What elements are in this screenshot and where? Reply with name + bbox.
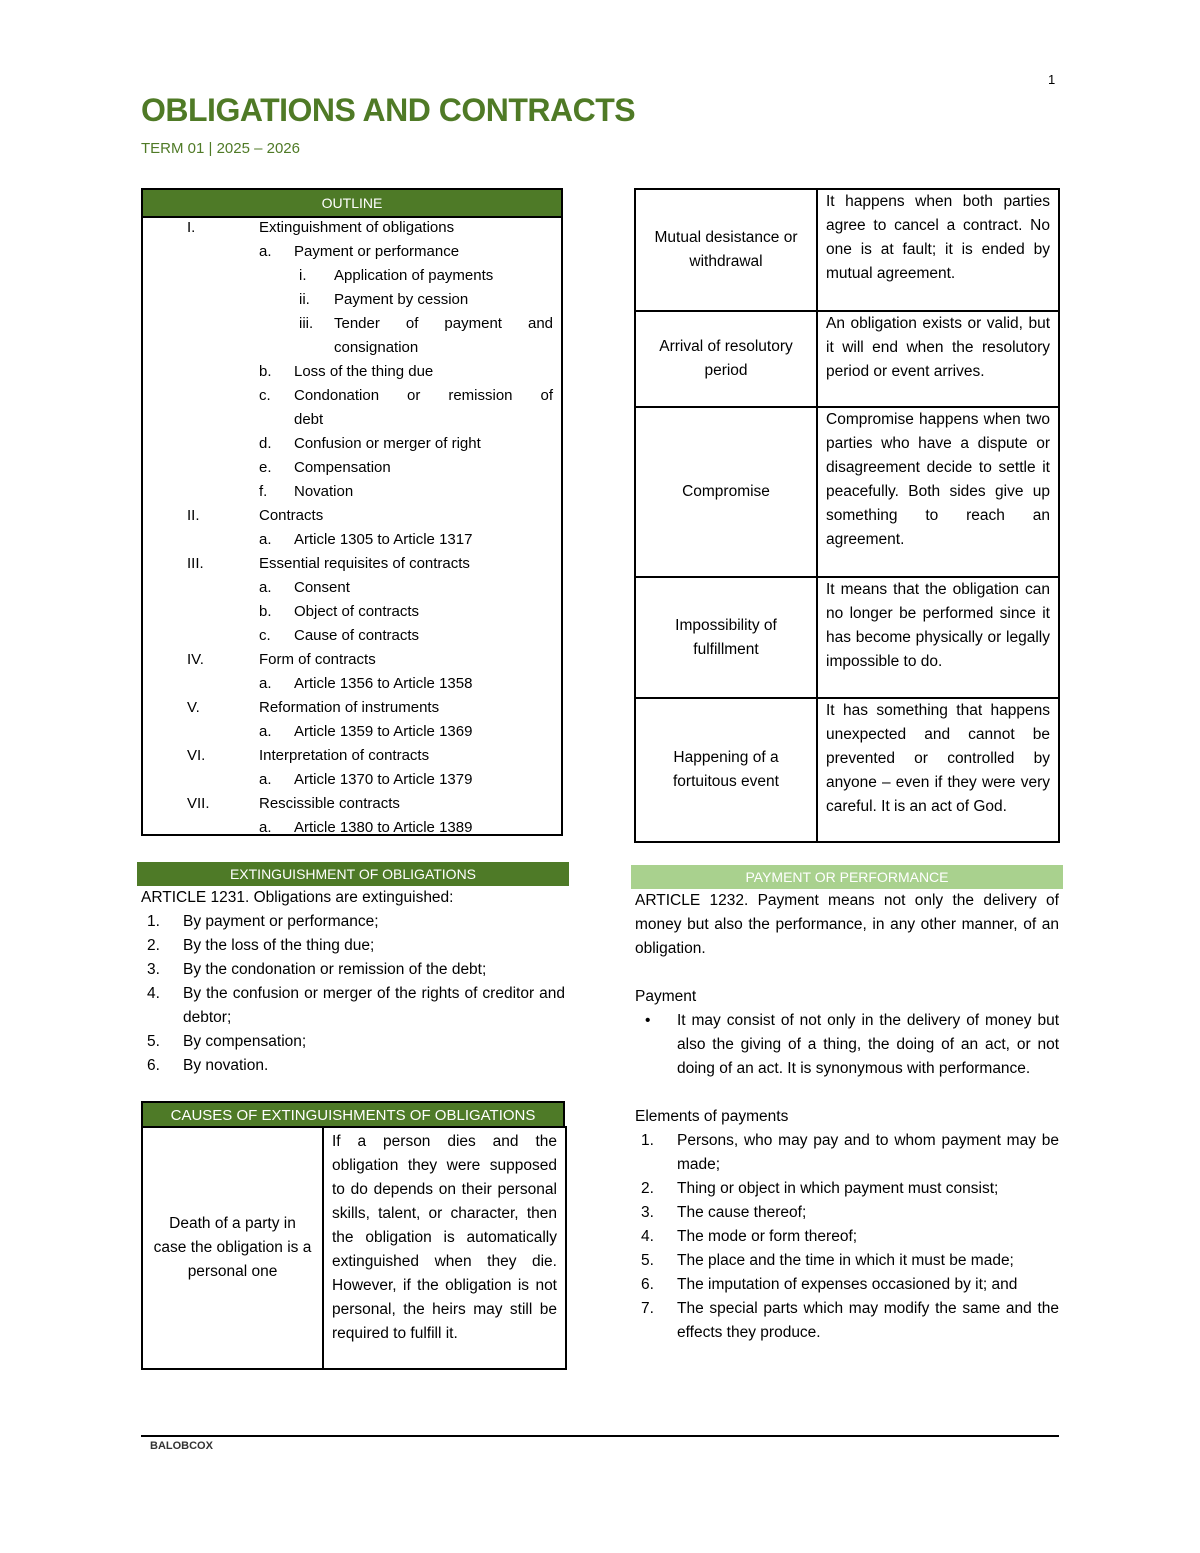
list-item bbox=[141, 1054, 565, 1078]
list-item bbox=[635, 1177, 1059, 1201]
outline-box bbox=[141, 188, 563, 836]
causes-section bbox=[141, 1101, 565, 1127]
cause-name: Compromise bbox=[635, 407, 817, 577]
outline-item bbox=[143, 552, 561, 576]
outline-item-text: Article 1380 to Article 1389 bbox=[294, 819, 473, 836]
cause-name: Arrival of resolutory period bbox=[635, 311, 817, 407]
outline-item bbox=[143, 792, 561, 816]
list-item bbox=[141, 1030, 565, 1054]
outline-item bbox=[143, 600, 561, 624]
outline-item-number: IV. bbox=[187, 651, 204, 668]
list-item-text: Thing or object in which payment must consist; bbox=[677, 1180, 999, 1197]
outline-item-number: I. bbox=[187, 219, 196, 236]
extinguishment-header: EXTINGUISHMENT OF OBLIGATIONS bbox=[137, 862, 569, 886]
payment-section bbox=[631, 865, 1063, 1345]
list-item-text: By the loss of the thing due; bbox=[183, 937, 375, 954]
outline-item bbox=[143, 360, 561, 384]
outline-item-text: Confusion or merger of right bbox=[294, 435, 481, 452]
outline-item-text: Condonation or remission of bbox=[294, 387, 553, 404]
causes-table-right bbox=[634, 188, 1060, 843]
document-title: OBLIGATIONS AND CONTRACTS bbox=[141, 92, 636, 128]
list-item-number: 5. bbox=[147, 1033, 160, 1050]
cause-description: An obligation exists or valid, but it will end when the resolutory period or event arrives. bbox=[817, 311, 1059, 407]
outline-item-number: III. bbox=[187, 555, 204, 572]
outline-item-number: b. bbox=[259, 603, 272, 620]
outline-item bbox=[143, 432, 561, 456]
outline-item-text: Contracts bbox=[259, 507, 324, 524]
list-item-number: 1. bbox=[641, 1132, 654, 1149]
list-item-text: By payment or performance; bbox=[183, 913, 379, 930]
list-item-text: By the confusion or merger of the rights of creditor and debtor; bbox=[183, 985, 565, 1026]
outline-item-text: Essential requisites of contracts bbox=[259, 555, 470, 572]
outline-item-text: Extinguishment of obligations bbox=[259, 219, 455, 236]
list-item-text: Persons, who may pay and to whom payment may be made; bbox=[677, 1132, 1059, 1173]
list-item bbox=[635, 1249, 1059, 1273]
outline-item-number: b. bbox=[259, 363, 272, 380]
causes-row bbox=[635, 407, 1059, 577]
footer-divider bbox=[141, 1435, 1059, 1437]
outline-item-number: ii. bbox=[299, 291, 310, 308]
list-item-text: The place and the time in which it must be made; bbox=[677, 1252, 1014, 1269]
elements-list bbox=[635, 1129, 1059, 1345]
list-item-number: 3. bbox=[641, 1204, 654, 1221]
outline-item bbox=[143, 624, 561, 648]
outline-item bbox=[143, 696, 561, 720]
extinguishment-section bbox=[137, 862, 569, 1078]
list-item-number: 4. bbox=[147, 985, 160, 1002]
list-item-text: By novation. bbox=[183, 1057, 269, 1074]
outline-item-number: VI. bbox=[187, 747, 206, 764]
outline-item bbox=[143, 240, 561, 264]
outline-item-number: a. bbox=[259, 579, 272, 596]
outline-item bbox=[143, 480, 561, 504]
outline-item bbox=[143, 336, 561, 360]
cause-description: It happens when both parties agree to cancel a contract. No one is at fault; it is ended by mutual agreement. bbox=[817, 189, 1059, 311]
list-item-number: 2. bbox=[641, 1180, 654, 1197]
outline-item-text: consignation bbox=[334, 339, 419, 356]
list-item-number: 1. bbox=[147, 913, 160, 930]
outline-item-text: Payment or performance bbox=[294, 243, 460, 260]
outline-item bbox=[143, 312, 561, 336]
outline-item-text: Article 1305 to Article 1317 bbox=[294, 531, 473, 548]
list-item bbox=[635, 1297, 1059, 1345]
outline-item-number: c. bbox=[259, 387, 271, 404]
list-item-number: 7. bbox=[641, 1300, 654, 1317]
outline-item-text: Object of contracts bbox=[294, 603, 420, 620]
cause-description: It means that the obligation can no longer be performed since it has become physically or legally impossible to do. bbox=[817, 577, 1059, 698]
cause-name: Death of a party in case the obligation is a personal one bbox=[142, 1127, 323, 1369]
outline-item-text: Payment by cession bbox=[334, 291, 469, 308]
outline-item bbox=[143, 456, 561, 480]
list-item-number: 4. bbox=[641, 1228, 654, 1245]
outline-item bbox=[143, 528, 561, 552]
elements-heading: Elements of payments bbox=[635, 1108, 789, 1125]
causes-row bbox=[635, 189, 1059, 311]
outline-item-text: Novation bbox=[294, 483, 354, 500]
causes-row bbox=[142, 1127, 566, 1369]
list-item bbox=[635, 1225, 1059, 1249]
list-item-number: 3. bbox=[147, 961, 160, 978]
outline-item bbox=[143, 504, 561, 528]
article-1232: ARTICLE 1232. Payment means not only the delivery of money but also the performance, in any other manner, of an obligation. bbox=[635, 892, 1059, 957]
outline-item bbox=[143, 408, 561, 432]
outline-item-text: debt bbox=[294, 411, 324, 428]
term-subtitle: TERM 01 | 2025 – 2026 bbox=[141, 140, 300, 157]
list-item-text: The special parts which may modify the same and the effects they produce. bbox=[677, 1300, 1059, 1341]
outline-item-number: a. bbox=[259, 243, 272, 260]
payment-bullet: • It may consist of not only in the delivery of money but also the giving of a thing, the doing of an act, or not doing of an act. It is synonymous with performance. bbox=[635, 1009, 1059, 1081]
footer-text: BALOBCOX bbox=[150, 1440, 213, 1452]
outline-item-text: Rescissible contracts bbox=[259, 795, 400, 812]
outline-item-number: a. bbox=[259, 531, 272, 548]
outline-item bbox=[143, 672, 561, 696]
causes-row bbox=[635, 698, 1059, 842]
outline-item bbox=[143, 816, 561, 840]
outline-item-number: VII. bbox=[187, 795, 210, 812]
outline-item-number: iii. bbox=[299, 315, 314, 332]
outline-item bbox=[143, 288, 561, 312]
list-item-text: The imputation of expenses occasioned by it; and bbox=[677, 1276, 1018, 1293]
outline-item bbox=[143, 648, 561, 672]
list-item-text: By compensation; bbox=[183, 1033, 307, 1050]
outline-item-number: V. bbox=[187, 699, 200, 716]
list-item-number: 6. bbox=[641, 1276, 654, 1293]
list-item-text: By the condonation or remission of the debt; bbox=[183, 961, 487, 978]
outline-item-text: Cause of contracts bbox=[294, 627, 420, 644]
list-item bbox=[141, 982, 565, 1030]
list-item bbox=[635, 1273, 1059, 1297]
outline-item-text: Article 1370 to Article 1379 bbox=[294, 771, 473, 788]
outline-item-text: Interpretation of contracts bbox=[259, 747, 430, 764]
list-item-number: 6. bbox=[147, 1057, 160, 1074]
list-item bbox=[635, 1129, 1059, 1177]
cause-description: If a person dies and the obligation they were supposed to do depends on their personal skills, talent, or character, then the obligation is automatically extinguished when they die. However, if the obligation is not personal, the heirs may still be required to fulfill it. bbox=[323, 1127, 566, 1369]
outline-item-number: II. bbox=[187, 507, 200, 524]
cause-name: Mutual desistance or withdrawal bbox=[635, 189, 817, 311]
list-item-number: 2. bbox=[147, 937, 160, 954]
outline-item-number: a. bbox=[259, 771, 272, 788]
outline-item bbox=[143, 264, 561, 288]
outline-header: OUTLINE bbox=[143, 190, 561, 218]
causes-row bbox=[635, 577, 1059, 698]
outline-item-number: e. bbox=[259, 459, 272, 476]
outline-item bbox=[143, 216, 561, 240]
page-number: 1 bbox=[1048, 72, 1056, 87]
outline-item-number: c. bbox=[259, 627, 271, 644]
outline-item-number: a. bbox=[259, 675, 272, 692]
cause-description: Compromise happens when two parties who have a dispute or disagreement decide to settle it peacefully. Both sides give up something to reach an agreement. bbox=[817, 407, 1059, 577]
list-item-text: The cause thereof; bbox=[677, 1204, 807, 1221]
list-item bbox=[635, 1201, 1059, 1225]
outline-item-number: d. bbox=[259, 435, 272, 452]
article-1231: ARTICLE 1231. Obligations are extinguished: bbox=[141, 889, 454, 906]
payment-header: PAYMENT OR PERFORMANCE bbox=[631, 865, 1063, 889]
outline-item bbox=[143, 768, 561, 792]
outline-item-text: Tender of payment and bbox=[334, 315, 553, 332]
list-item-number: 5. bbox=[641, 1252, 654, 1269]
causes-header: CAUSES OF EXTINGUISHMENTS OF OBLIGATIONS bbox=[141, 1101, 565, 1127]
outline-item-text: Consent bbox=[294, 579, 350, 596]
outline-item-text: Application of payments bbox=[334, 267, 494, 284]
outline-item-number: f. bbox=[259, 483, 268, 500]
outline-item-number: i. bbox=[299, 267, 307, 284]
extinguishment-list bbox=[141, 910, 565, 1078]
outline-item bbox=[143, 384, 561, 408]
cause-description: It has something that happens unexpected and cannot be prevented or controlled by anyone – even if they were very careful. It is an act of God. bbox=[817, 698, 1059, 842]
outline-item bbox=[143, 576, 561, 600]
outline-item-text: Article 1356 to Article 1358 bbox=[294, 675, 473, 692]
outline-item-text: Form of contracts bbox=[259, 651, 376, 668]
list-item bbox=[141, 934, 565, 958]
outline-item-text: Article 1359 to Article 1369 bbox=[294, 723, 473, 740]
causes-table-left bbox=[141, 1126, 567, 1370]
causes-row bbox=[635, 311, 1059, 407]
list-item bbox=[141, 958, 565, 982]
bullet-icon: • bbox=[645, 1012, 651, 1029]
list-item bbox=[141, 910, 565, 934]
outline-item-text: Compensation bbox=[294, 459, 391, 476]
cause-name: Impossibility of fulfillment bbox=[635, 577, 817, 698]
outline-item bbox=[143, 720, 561, 744]
outline-item-text: Reformation of instruments bbox=[259, 699, 440, 716]
cause-name: Happening of a fortuitous event bbox=[635, 698, 817, 842]
payment-heading: Payment bbox=[635, 988, 697, 1005]
outline-item bbox=[143, 744, 561, 768]
outline-item-number: a. bbox=[259, 723, 272, 740]
outline-item-text: Loss of the thing due bbox=[294, 363, 434, 380]
outline-item-number: a. bbox=[259, 819, 272, 836]
list-item-text: The mode or form thereof; bbox=[677, 1228, 858, 1245]
